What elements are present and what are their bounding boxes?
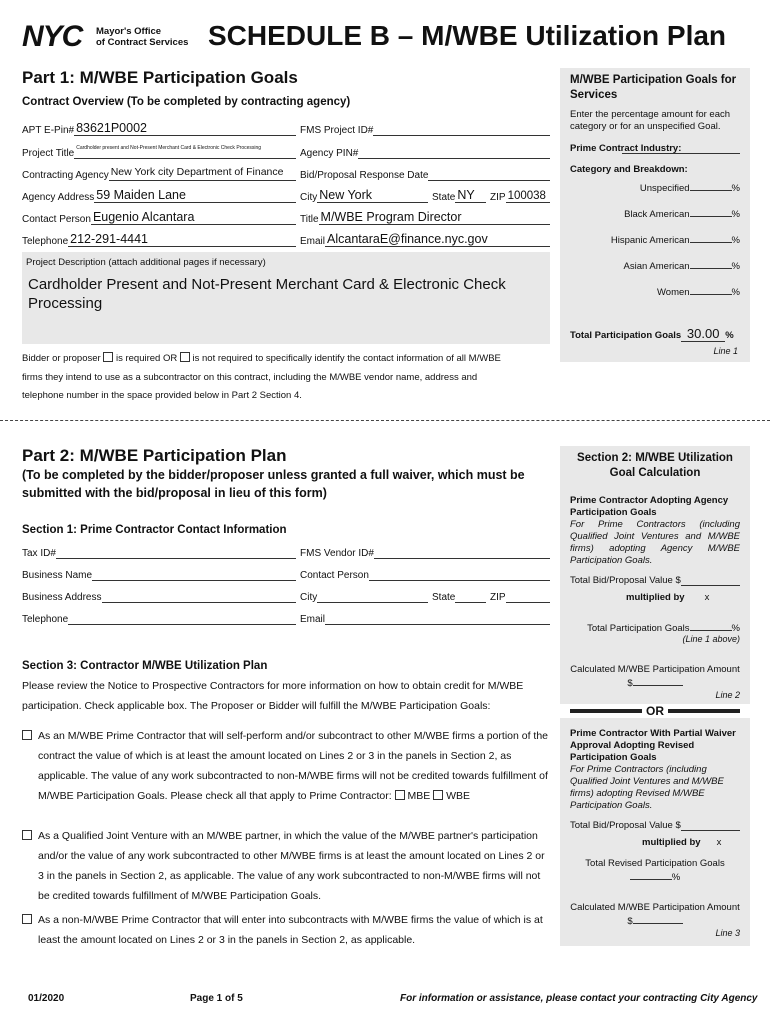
office-name: Mayor's Office of Contract Services: [96, 26, 189, 48]
option1-checkbox[interactable]: [22, 730, 32, 740]
business-address-field[interactable]: Business Address: [22, 589, 296, 603]
title-field[interactable]: Title M/WBE Program Director: [300, 211, 550, 225]
category-asian-american[interactable]: Asian American %: [623, 261, 740, 272]
goal-calculation-panel: Section 2: M/WBE Utilization Goal Calculation Prime Contractor Adopting Agency Participation Goals For Prime Contractors (including Qualified Joint Ventures and M/WBE firms) adopting Agency M/WBE Participation Goals. Total Bid/Proposal Value $ multiplied by x Total Participation Goals % (Line 1 above) Calculated M/WBE Participation Amount $ Line 2 OR Prime Contractor With Partial Waiver Approval Adopting Revised Participation Goals For Prime Contractors (including Qualified Joint Ventures and M/WBE firms) adopting Revised M/WBE Participation Goals. Total Bid/Proposal Value $ multiplied by x Total Revised Participation Goals% Calculated M/WBE Participation Amount $ Line 3: [560, 446, 750, 946]
project-title-field[interactable]: Project Title Cardholder present and Not-Present Merchant Card & Electronic Check Processing: [22, 145, 296, 159]
project-description-box[interactable]: [22, 252, 550, 344]
option-mwbe-prime: As an M/WBE Prime Contractor that will self-perform and/or subcontract to other M/WBE firms a portion of the contract the value of which is at least the amount located on Lines 2 or 3 in the panels in Section 2, as applicable. The value of any work subcontracted to non-M/WBE firms will not be credited towards fulfillment of M/WBE Participation Goals. Please check all that apply to Prime Contractor: MBE WBE: [22, 726, 550, 806]
category-unspecified[interactable]: Unspecified %: [639, 183, 740, 194]
state-field[interactable]: State NY: [432, 189, 486, 203]
total-bid-value-b[interactable]: Total Bid/Proposal Value $: [570, 820, 740, 831]
agency-address-field[interactable]: Agency Address 59 Maiden Lane: [22, 189, 296, 203]
mbe-checkbox[interactable]: [395, 790, 405, 800]
apt-epin-field[interactable]: APT E-Pin# 83621P0002: [22, 122, 296, 136]
project-description-label: Project Description (attach additional pages if necessary): [26, 257, 266, 268]
contact-person2-field[interactable]: Contact Person: [300, 567, 550, 581]
part1-title: Part 1: M/WBE Participation Goals: [22, 68, 298, 87]
part2-title: Part 2: M/WBE Participation Plan: [22, 446, 287, 465]
not-required-checkbox[interactable]: [180, 352, 190, 362]
option-joint-venture: As a Qualified Joint Venture with an M/WBE partner, in which the value of the M/WBE partner's participation and/or the value of any work subcontracted to other M/WBE firms is at least the amount located on Lines 2 or 3 in the panels in Section 2, as applicable. The value of any work subcontracted to non-M/WBE firms will not be credited towards fulfillment of M/WBE Participation Goals.: [22, 826, 550, 906]
section3-heading: Section 3: Contractor M/WBE Utilization Plan: [22, 660, 268, 672]
contact-person-field[interactable]: Contact Person Eugenio Alcantara: [22, 211, 296, 225]
telephone2-field[interactable]: Telephone: [22, 611, 296, 625]
city-field[interactable]: City New York: [300, 189, 428, 203]
or-divider: OR: [560, 704, 750, 718]
total-participation-value[interactable]: 30.00: [681, 326, 725, 342]
tax-id-field[interactable]: Tax ID#: [22, 545, 296, 559]
participation-goals-panel: M/WBE Participation Goals for Services Enter the percentage amount for each category or for an unspecified Goal. Prime Contract Industry: Category and Breakdown: Unspecified % Black American % Hispanic American % Asian American % Women % Total Participation Goals 30.00 % Line 1: [560, 68, 750, 362]
bidder-requirement: Bidder or proposer is required OR is not required to specifically identify the contact information of all M/WBE firms they intend to use as a subcontractor on this contract, including the M/WBE vendor name, address and telephone number in the space provided below in Part 2 Section 4.: [22, 353, 501, 401]
category-women[interactable]: Women %: [656, 287, 740, 298]
project-description-value: Cardholder Present and Not-Present Merchant Card & Electronic Check Processing: [28, 276, 506, 312]
city2-field[interactable]: City: [300, 589, 428, 603]
footer-date: 01/2020: [28, 993, 65, 1004]
option-non-mwbe: As a non-M/WBE Prime Contractor that will enter into subcontracts with M/WBE firms the value of which is at least the amount located on Lines 2 or 3 in the panels in Section 2, as applicable.: [22, 910, 550, 950]
business-name-field[interactable]: Business Name: [22, 567, 296, 581]
state2-field[interactable]: State: [432, 589, 486, 603]
option3-checkbox[interactable]: [22, 914, 32, 924]
calc-amount-a[interactable]: Calculated M/WBE Participation Amount $: [570, 664, 740, 689]
wbe-checkbox[interactable]: [433, 790, 443, 800]
contracting-agency-field[interactable]: Contracting Agency New York city Department of Finance: [22, 167, 296, 181]
section1-heading: Section 1: Prime Contractor Contact Information: [22, 524, 287, 536]
footer-info: For information or assistance, please contact your contracting City Agency: [400, 993, 758, 1004]
email2-field[interactable]: Email: [300, 611, 550, 625]
email-field[interactable]: Email AlcantaraE@finance.nyc.gov: [300, 233, 550, 247]
nyc-logo: NYC: [22, 20, 83, 53]
category-hispanic-american[interactable]: Hispanic American %: [610, 235, 740, 246]
trpg-b[interactable]: Total Revised Participation Goals%: [585, 858, 725, 883]
option2-checkbox[interactable]: [22, 830, 32, 840]
fms-vendor-field[interactable]: FMS Vendor ID#: [300, 545, 550, 559]
part2-subtitle: (To be completed by the bidder/proposer unless granted a full waiver, which must be submitted with the bid/proposal in lieu of this form): [22, 468, 525, 500]
zip2-field[interactable]: ZIP: [490, 589, 550, 603]
footer-page: Page 1 of 5: [190, 993, 243, 1004]
bid-date-field[interactable]: Bid/Proposal Response Date: [300, 167, 550, 181]
total-bid-value-a[interactable]: Total Bid/Proposal Value $: [570, 575, 740, 586]
zip-field[interactable]: ZIP 100038: [490, 189, 550, 203]
required-checkbox[interactable]: [103, 352, 113, 362]
total-participation-goals: Total Participation Goals 30.00 %: [570, 326, 734, 341]
contract-overview-heading: Contract Overview (To be completed by contracting agency): [22, 96, 351, 108]
page-title: SCHEDULE B – M/WBE Utilization Plan: [208, 20, 727, 51]
agency-pin-field[interactable]: Agency PIN#: [300, 145, 550, 159]
section3-text: Please review the Notice to Prospective Contractors for more information on how to obtain credit for M/WBE participation. Check applicable box. The Proposer or Bidder will fulfill the M/WBE Participation Goals:: [22, 680, 524, 712]
fms-project-field[interactable]: FMS Project ID#: [300, 122, 550, 136]
category-black-american[interactable]: Black American %: [624, 209, 740, 220]
tpg-a[interactable]: Total Participation Goals %: [587, 623, 740, 634]
telephone-field[interactable]: Telephone 212-291-4441: [22, 233, 296, 247]
calc-amount-b[interactable]: Calculated M/WBE Participation Amount $: [570, 902, 740, 927]
